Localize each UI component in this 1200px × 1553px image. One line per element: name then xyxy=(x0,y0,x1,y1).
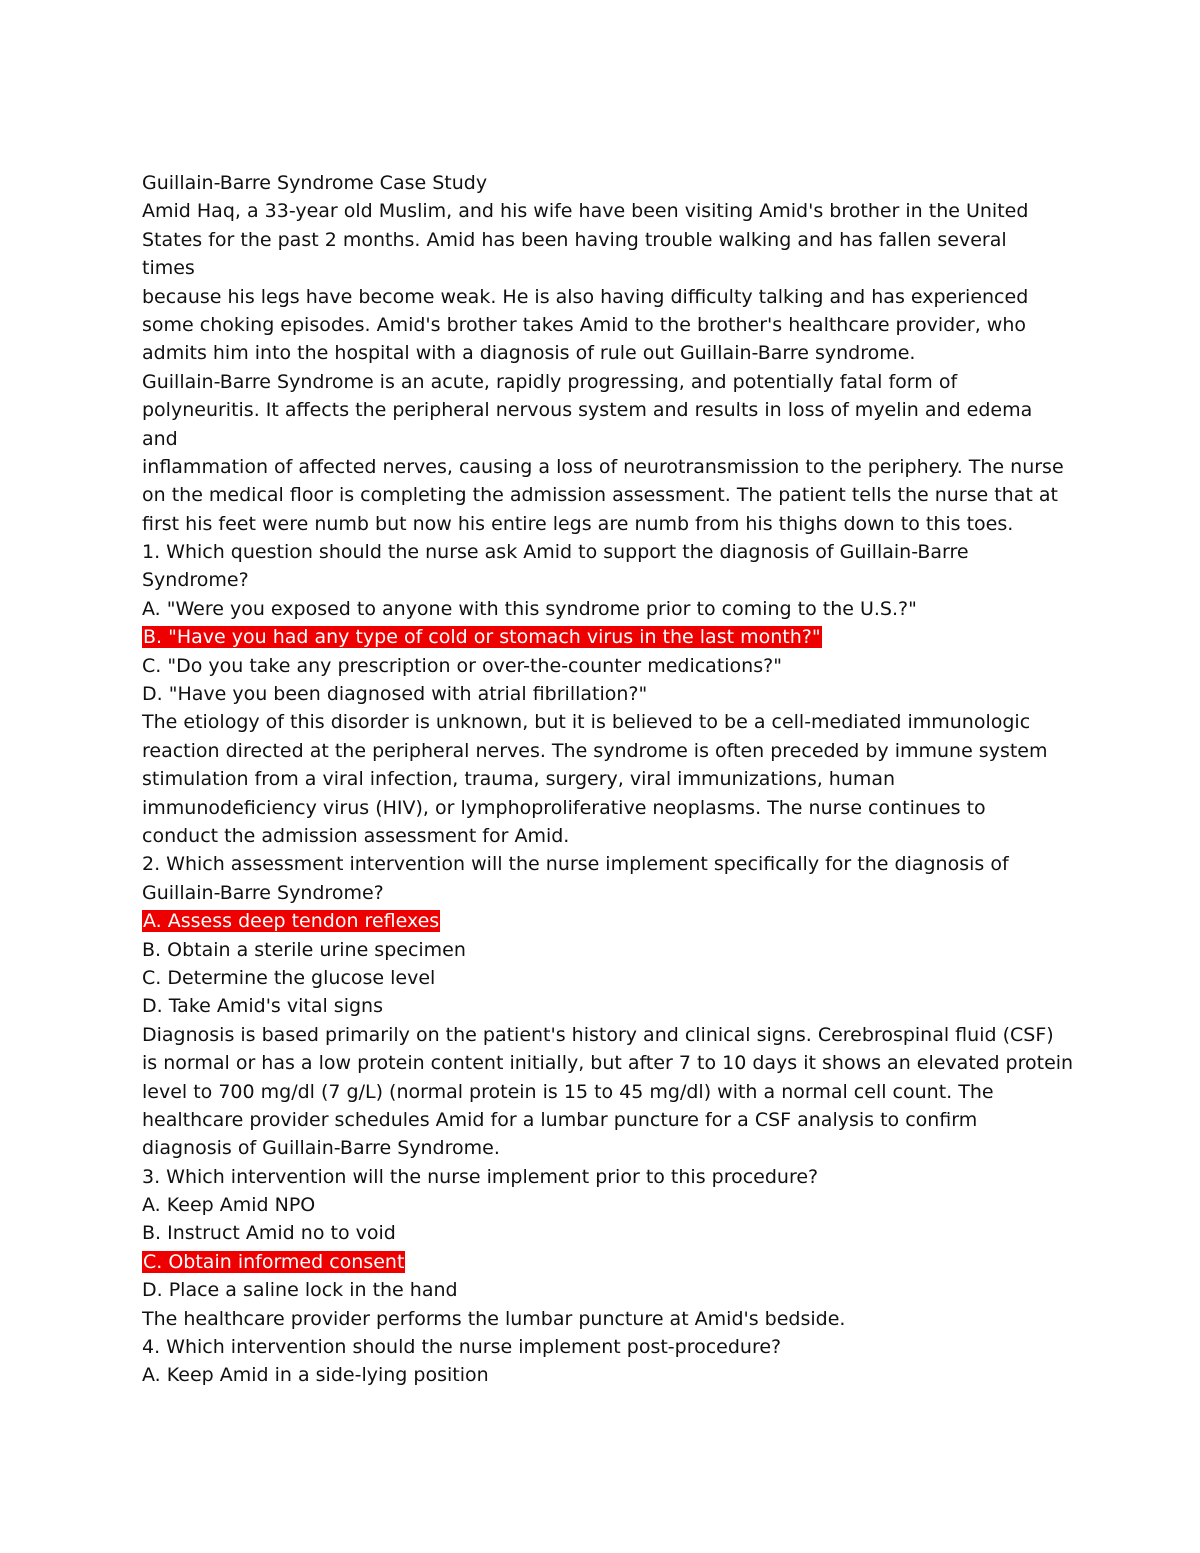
text-line: level to 700 mg/dl (7 g/L) (normal protein is 15 to 45 mg/dl) with a normal cell count. The xyxy=(142,1080,994,1103)
q2-option-d: D. Take Amid's vital signs xyxy=(142,995,383,1018)
text-line: admits him into the hospital with a diagnosis of rule out Guillain-Barre syndrome. xyxy=(142,342,916,365)
q4-option-a: A. Keep Amid in a side-lying position xyxy=(142,1364,489,1387)
text-line: States for the past 2 months. Amid has been having trouble walking and has fallen several xyxy=(142,228,1007,251)
text-line: The etiology of this disorder is unknown, but it is believed to be a cell-mediated immunologic xyxy=(142,711,1031,734)
document-title: Guillain-Barre Syndrome Case Study xyxy=(142,172,488,194)
q1-option-c: C. "Do you take any prescription or over-the-counter medications?" xyxy=(142,654,782,677)
q3-answer-highlight: C. Obtain informed consent xyxy=(143,1250,405,1273)
text-line: times xyxy=(142,257,195,280)
q1-option-a: A. "Were you exposed to anyone with this syndrome prior to coming to the U.S.?" xyxy=(142,597,917,620)
text-line: Diagnosis is based primarily on the patient's history and clinical signs. Cerebrospinal fluid (CSF) xyxy=(142,1023,1054,1046)
question-4: 4. Which intervention should the nurse implement post-procedure? xyxy=(142,1336,782,1359)
text-line: polyneuritis. It affects the peripheral nervous system and results in loss of myelin and edema xyxy=(142,399,1033,422)
question-1-cont: Syndrome? xyxy=(142,569,249,592)
q3-option-b: B. Instruct Amid no to void xyxy=(142,1222,396,1245)
q3-option-a: A. Keep Amid NPO xyxy=(142,1194,316,1217)
q3-option-c-line xyxy=(142,1248,1082,1276)
text-line: The healthcare provider performs the lumbar puncture at Amid's bedside. xyxy=(142,1307,846,1330)
document-body xyxy=(142,169,1082,1390)
question-2: 2. Which assessment intervention will the nurse implement specifically for the diagnosis of xyxy=(142,853,1009,876)
text-line: is normal or has a low protein content initially, but after 7 to 10 days it shows an elevated protein xyxy=(142,1052,1074,1075)
q1-option-b-line xyxy=(142,623,1082,651)
text-line: because his legs have become weak. He is also having difficulty talking and has experienced xyxy=(142,285,1029,308)
text-line: Guillain-Barre Syndrome is an acute, rapidly progressing, and potentially fatal form of xyxy=(142,370,958,393)
text-line: healthcare provider schedules Amid for a lumbar puncture for a CSF analysis to confirm xyxy=(142,1108,978,1131)
text-line: inflammation of affected nerves, causing a loss of neurotransmission to the periphery. The nurse xyxy=(142,455,1064,478)
q2-option-c: C. Determine the glucose level xyxy=(142,966,436,989)
q1-answer-highlight: B. "Have you had any type of cold or stomach virus in the last month?" xyxy=(143,626,821,649)
text-line: on the medical floor is completing the admission assessment. The patient tells the nurse that at xyxy=(142,484,1058,507)
q3-option-d: D. Place a saline lock in the hand xyxy=(142,1279,458,1302)
text-line: reaction directed at the peripheral nerves. The syndrome is often preceded by immune system xyxy=(142,739,1048,762)
text-line: Amid Haq, a 33-year old Muslim, and his wife have been visiting Amid's brother in the United xyxy=(142,200,1029,223)
text-line: diagnosis of Guillain-Barre Syndrome. xyxy=(142,1137,500,1160)
text-line: first his feet were numb but now his entire legs are numb from his thighs down to this toes. xyxy=(142,512,1014,535)
q2-answer-highlight: A. Assess deep tendon reflexes xyxy=(143,910,440,933)
question-3: 3. Which intervention will the nurse implement prior to this procedure? xyxy=(142,1165,819,1188)
text-line: stimulation from a viral infection, trauma, surgery, viral immunizations, human xyxy=(142,768,896,791)
question-2-cont: Guillain-Barre Syndrome? xyxy=(142,881,384,904)
q1-option-d: D. "Have you been diagnosed with atrial fibrillation?" xyxy=(142,683,648,706)
question-1: 1. Which question should the nurse ask Amid to support the diagnosis of Guillain-Barre xyxy=(142,541,969,564)
text-line: some choking episodes. Amid's brother takes Amid to the brother's healthcare provider, who xyxy=(142,313,1027,336)
q2-option-a-line xyxy=(142,907,1082,935)
text-line: immunodeficiency virus (HIV), or lymphoproliferative neoplasms. The nurse continues to xyxy=(142,796,986,819)
q2-option-b: B. Obtain a sterile urine specimen xyxy=(142,938,466,961)
text-line: and xyxy=(142,427,178,450)
text-line: conduct the admission assessment for Amid. xyxy=(142,824,570,847)
